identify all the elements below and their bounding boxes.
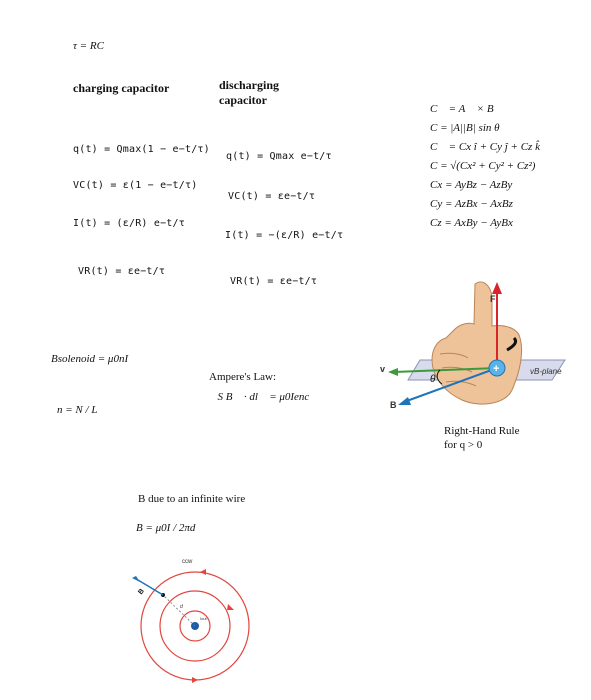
right-hand-rule-illustration: [380, 268, 580, 418]
b-vector-label: B: [137, 587, 146, 597]
cross-product-line: Cy = AzBx − AxBz: [430, 198, 513, 210]
cross-product-line: C = √(Cx² + Cy² + Cz²): [430, 160, 536, 172]
cross-product-line: C⃗ = A⃗ × B⃗: [430, 103, 503, 115]
rhr-caption-line1: Right-Hand Rule: [444, 425, 520, 437]
force-label: F: [490, 294, 496, 304]
discharging-vr-equation: VR(t) = εe−t/τ: [230, 276, 318, 287]
b-field-arrowhead: [398, 397, 411, 405]
b-field-label: B: [390, 400, 397, 410]
cross-product-equations: [430, 100, 540, 233]
ampere-law-label: Ampere's Law:: [209, 371, 277, 383]
time-constant-equation: τ = RC: [73, 40, 104, 52]
charge-label: +: [493, 363, 500, 375]
charging-vc-equation: VC(t) = ε(1 − e−t/τ): [73, 180, 198, 191]
cross-product-line: C⃗ = Cx î + Cy ĵ + Cz k̂: [430, 141, 540, 153]
cross-product-line: Cz = AxBy − AyBx: [430, 217, 513, 229]
charging-i-equation: I(t) = (ε/R) e−t/τ: [73, 218, 185, 229]
discharging-heading: discharging capacitor: [219, 78, 280, 107]
charging-q-equation: q(t) = Qmax(1 − e−t/τ): [73, 144, 210, 155]
plane-label: vB-plane: [530, 367, 562, 376]
ampere-law-equation: ∮S B⃗ · dl⃗ = μ0Ienc: [209, 391, 310, 403]
wire-field-equation: B = μ0I / 2πd: [136, 522, 196, 534]
cross-product-line: C = |A||B| sin θ: [430, 122, 500, 134]
solenoid-field-equation: Bsolenoid = μ0nI: [51, 353, 129, 365]
distance-label: d: [180, 604, 183, 610]
ccw-arrow-icon: [227, 604, 234, 610]
hand-icon: [432, 282, 522, 404]
wire-title: B due to an infinite wire: [138, 493, 246, 505]
cross-product-line: Cx = AyBz − AzBy: [430, 179, 513, 191]
velocity-arrowhead: [388, 368, 398, 376]
velocity-label: v: [380, 364, 386, 374]
force-arrowhead: [492, 282, 502, 294]
ccw-arrow-icon: [200, 569, 206, 575]
b-vector-arrowhead: [132, 576, 140, 582]
charging-vr-equation: VR(t) = εe−t/τ: [78, 266, 166, 277]
discharging-vc-equation: VC(t) = εe−t/τ: [228, 191, 316, 202]
distance-line: [163, 595, 195, 626]
wire-field-diagram: [124, 552, 274, 700]
charging-heading: charging capacitor: [73, 81, 170, 95]
discharging-i-equation: I(t) = −(ε/R) e−t/τ: [225, 230, 344, 241]
theta-label: θ: [430, 374, 436, 385]
discharging-q-equation: q(t) = Qmax e−t/τ: [226, 151, 332, 162]
ccw-arrow-icon: [192, 677, 198, 683]
current-label: Iout: [200, 616, 207, 621]
turn-density-equation: n = N / L: [57, 404, 98, 416]
rhr-caption-line2: for q > 0: [444, 439, 483, 451]
rhr-caption: [444, 424, 519, 452]
ccw-label: ccw: [182, 559, 193, 565]
